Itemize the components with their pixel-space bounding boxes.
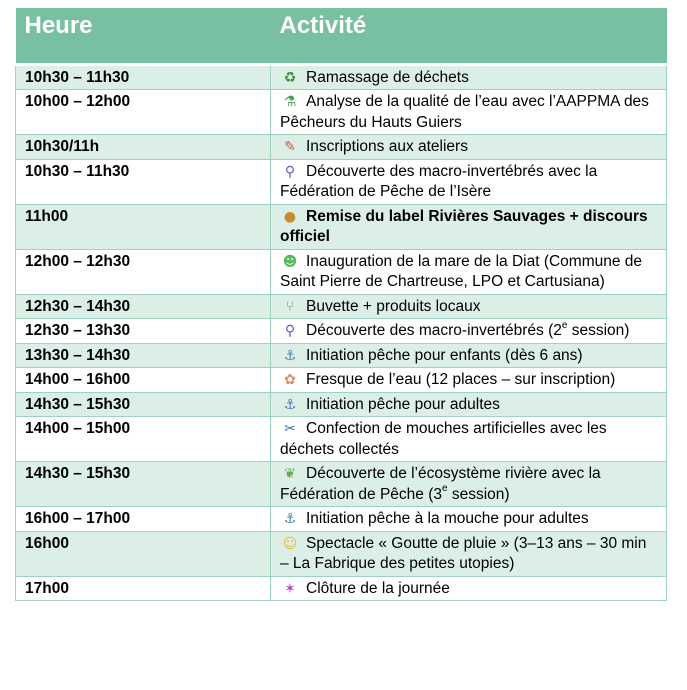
- table-row: [16, 368, 667, 393]
- activity-cell: [271, 204, 667, 249]
- activity-cell: [271, 135, 667, 160]
- activity-text: Clôture de la journée: [306, 579, 450, 597]
- time-cell: 16h00: [16, 531, 271, 576]
- table-row: [16, 204, 667, 249]
- activity-text: Analyse de la qualité de l’eau avec l’AAPPMA des Pêcheurs du Hauts Guiers: [280, 93, 649, 131]
- table-row: [16, 159, 667, 204]
- activity-cell: [271, 294, 667, 319]
- table-row: [16, 462, 667, 507]
- memo-icon: ✎: [284, 139, 296, 155]
- activity-cell: [271, 576, 667, 601]
- theater-masks-icon: ☺: [282, 535, 298, 552]
- table-row: [16, 294, 667, 319]
- table-row: [16, 507, 667, 532]
- activity-text: Initiation pêche à la mouche pour adultes: [306, 510, 589, 527]
- time-cell: 16h00 – 17h00: [16, 507, 271, 532]
- table-row: [16, 343, 667, 368]
- activity-text: Inauguration de la mare de la Diat (Commune de Saint Pierre de Chartreuse, LPO et Cartusiana): [280, 252, 643, 290]
- table-row: [16, 90, 667, 135]
- table-row: [16, 576, 667, 601]
- activity-cell: [271, 249, 667, 294]
- activity-text: Découverte des macro-invertébrés avec la Fédération de Pêche de l’Isère: [280, 162, 598, 200]
- time-cell: 10h30 – 11h30: [16, 64, 271, 90]
- activity-text: Fresque de l’eau (12 places – sur inscription): [306, 371, 616, 388]
- fishing-hook-icon: ⚓: [283, 511, 297, 527]
- test-tube-icon: ⚗: [283, 94, 297, 110]
- activity-text: Remise du label Rivières Sauvages + discours officiel: [280, 207, 648, 245]
- activity-cell: [271, 90, 667, 135]
- schedule-body: [16, 64, 667, 601]
- fork-knife-icon: ⑂: [285, 298, 295, 315]
- activity-cell: [271, 392, 667, 417]
- time-cell: 14h30 – 15h30: [16, 392, 271, 417]
- activity-text: Initiation pêche pour enfants (dès 6 ans): [306, 346, 583, 364]
- activity-text: Découverte de l’écosystème rivière avec la Fédération de Pêche (3: [280, 465, 601, 503]
- activity-cell: [271, 343, 667, 368]
- table-row: [16, 64, 667, 90]
- header-activity: Activité: [271, 8, 667, 64]
- activity-text: Spectacle « Goutte de pluie » (3–13 ans – 30 min – La Fabrique des petites utopies): [280, 534, 647, 572]
- activity-text: Initiation pêche pour adultes: [306, 395, 500, 413]
- time-cell: 14h00 – 16h00: [16, 368, 271, 393]
- ordinal-superscript: e: [561, 319, 568, 331]
- palette-icon: ✿: [284, 372, 296, 388]
- activity-cell: [271, 159, 667, 204]
- time-cell: 10h30 – 11h30: [16, 159, 271, 204]
- time-cell: 12h30 – 14h30: [16, 294, 271, 319]
- schedule-table: [15, 8, 667, 601]
- magnifier-icon: ⚲: [284, 163, 296, 180]
- activity-cell: [271, 319, 667, 344]
- time-cell: 14h30 – 15h30: [16, 462, 271, 507]
- activity-cell: [271, 462, 667, 507]
- time-cell: 11h00: [16, 204, 271, 249]
- time-cell: 10h00 – 12h00: [16, 90, 271, 135]
- activity-cell: [271, 64, 667, 90]
- activity-cell: [271, 417, 667, 462]
- table-header-row: [16, 8, 667, 64]
- table-row: [16, 319, 667, 344]
- time-cell: 12h30 – 13h30: [16, 319, 271, 344]
- party-popper-icon: ✶: [284, 580, 296, 597]
- magnifier-icon: ⚲: [284, 323, 296, 339]
- activity-text: Ramassage de déchets: [306, 68, 469, 86]
- table-row: [16, 249, 667, 294]
- time-cell: 14h00 – 15h00: [16, 417, 271, 462]
- time-cell: 13h30 – 14h30: [16, 343, 271, 368]
- time-cell: 12h00 – 12h30: [16, 249, 271, 294]
- activity-text: Confection de mouches artificielles avec les déchets collectés: [280, 420, 607, 458]
- activity-cell: [271, 368, 667, 393]
- activity-text: Découverte des macro-invertébrés (2: [306, 322, 562, 339]
- thread-spool-icon: ✂: [284, 421, 296, 437]
- ordinal-superscript: e: [442, 483, 448, 495]
- activity-text-suffix: session): [447, 485, 510, 503]
- table-row: [16, 135, 667, 160]
- recycle-icon: ♻: [283, 69, 297, 86]
- activity-text: Inscriptions aux ateliers: [306, 138, 468, 155]
- frog-icon: ☻: [282, 253, 298, 270]
- activity-text-suffix: session): [567, 322, 630, 339]
- header-time: Heure: [16, 8, 271, 64]
- table-row: [16, 531, 667, 576]
- medal-icon: ●: [283, 208, 297, 225]
- time-cell: 17h00: [16, 576, 271, 601]
- activity-cell: [271, 531, 667, 576]
- fishing-hook-icon: ⚓: [283, 347, 297, 364]
- leaf-icon: ❦: [284, 466, 296, 482]
- activity-text: Buvette + produits locaux: [306, 297, 481, 315]
- time-cell: 10h30/11h: [16, 135, 271, 160]
- table-row: [16, 392, 667, 417]
- table-row: [16, 417, 667, 462]
- fishing-hook-icon: ⚓: [283, 396, 297, 413]
- activity-cell: [271, 507, 667, 532]
